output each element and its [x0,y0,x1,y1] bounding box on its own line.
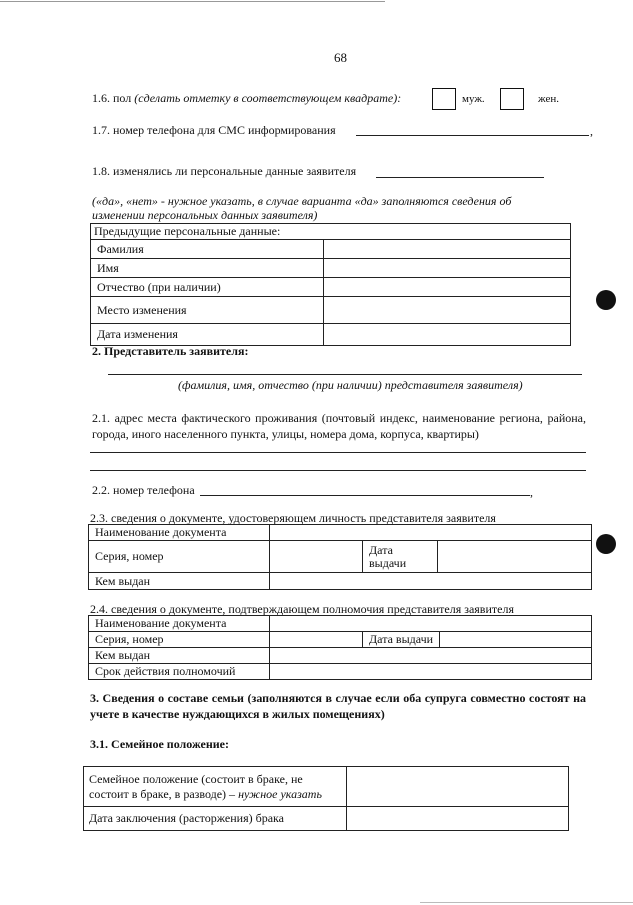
scan-edge-line-bottom [420,902,633,903]
address-field-line-1[interactable] [90,452,586,453]
gender-hint: (сделать отметку в соответствующем квадрате): [134,91,402,105]
authority-doc-label: 2.4. сведения о документе, подтверждающем полномочия представителя заявителя [90,602,514,616]
marital-status-title: 3.1. Семейное положение: [90,737,230,751]
marriage-date-value[interactable] [347,807,569,831]
rep-phone-field[interactable] [200,495,530,496]
male-label: муж. [462,93,485,105]
id-doc-name-value[interactable] [270,525,592,541]
id-date-label [363,541,438,573]
id-series-value[interactable] [270,541,363,573]
male-checkbox[interactable] [432,88,456,110]
prev-change-date-value[interactable] [324,324,571,346]
address-label: 2.1. адрес места фактического проживания (почтовый индекс, наименование региона, района, города, иного населенного пункта, улицы, номера дома, корпуса, квартиры) [92,411,586,441]
gender-label-text: 1.6. пол [92,91,135,105]
auth-issued-by-label: Кем выдан [89,648,270,664]
scan-edge-line [0,1,385,2]
rep-phone-comma: , [530,485,533,499]
binder-hole-2 [596,534,616,554]
auth-doc-name-value[interactable] [270,616,592,632]
auth-validity-label: Срок действия полномочий [89,664,270,680]
id-date-label-1: Дата [369,542,393,557]
auth-series-value[interactable] [270,632,363,648]
sms-phone-comma: , [590,124,593,138]
id-doc-name-label: Наименование документа [89,525,270,541]
representative-fio-field[interactable] [108,374,582,375]
auth-issued-by-value[interactable] [270,648,592,664]
representative-fio-caption: (фамилия, имя, отчество (при наличии) представителя заявителя) [178,378,523,392]
prev-change-place-label: Место изменения [91,297,324,324]
marital-status-table [83,766,569,831]
binder-hole-1 [596,290,616,310]
sms-phone-field[interactable] [356,135,589,136]
address-field-line-2[interactable] [90,470,586,471]
auth-doc-name-label: Наименование документа [89,616,270,632]
authority-doc-table [88,615,592,680]
identity-doc-table [88,524,592,590]
marriage-date-label: Дата заключения (расторжения) брака [84,807,347,831]
auth-validity-value[interactable] [270,664,592,680]
personal-data-changed-label: 1.8. изменялись ли персональные данные заявителя [92,164,357,178]
previous-data-header: Предыдущие персональные данные: [91,224,571,240]
representative-title: 2. Представитель заявителя: [92,344,249,358]
sms-phone-label: 1.7. номер телефона для СМС информирования [92,123,336,137]
female-checkbox[interactable] [500,88,524,110]
rep-phone-label: 2.2. номер телефона [92,483,195,497]
prev-change-place-value[interactable] [324,297,571,324]
prev-surname-label: Фамилия [91,240,324,259]
prev-surname-value[interactable] [324,240,571,259]
id-issued-by-label: Кем выдан [89,573,270,590]
marital-status-label [84,767,347,807]
id-date-label-2: выдачи [369,555,407,570]
page-number: 68 [334,50,347,65]
prev-name-label: Имя [91,259,324,278]
auth-series-label: Серия, номер [89,632,270,648]
auth-date-value[interactable] [440,632,592,648]
prev-patronymic-value[interactable] [324,278,571,297]
gender-label [92,91,401,106]
prev-name-value[interactable] [324,259,571,278]
id-issued-by-value[interactable] [270,573,592,590]
id-date-value[interactable] [438,541,592,573]
marital-status-text: Семейное положение (состоит в браке, не состоит в браке, в разводе) – [89,771,303,801]
identity-doc-label: 2.3. сведения о документе, удостоверяющем личность представителя заявителя [90,511,496,525]
marital-status-value[interactable] [347,767,569,807]
personal-data-note: («да», «нет» - нужное указать, в случае варианта «да» заполняются сведения об изменении персональных данных заявителя) [92,194,512,222]
prev-change-date-label: Дата изменения [91,324,324,346]
personal-data-changed-field[interactable] [376,177,544,178]
auth-date-label: Дата выдачи [363,632,440,648]
female-label: жен. [538,93,559,105]
previous-data-table [90,223,571,346]
family-composition-title: 3. Сведения о составе семьи (заполняются в случае если оба супруга совместно состоят на учете в качестве нуждающихся в жилых помещениях) [90,691,586,721]
prev-patronymic-label: Отчество (при наличии) [91,278,324,297]
id-series-label: Серия, номер [89,541,270,573]
marital-status-hint: нужное указать [238,786,322,801]
